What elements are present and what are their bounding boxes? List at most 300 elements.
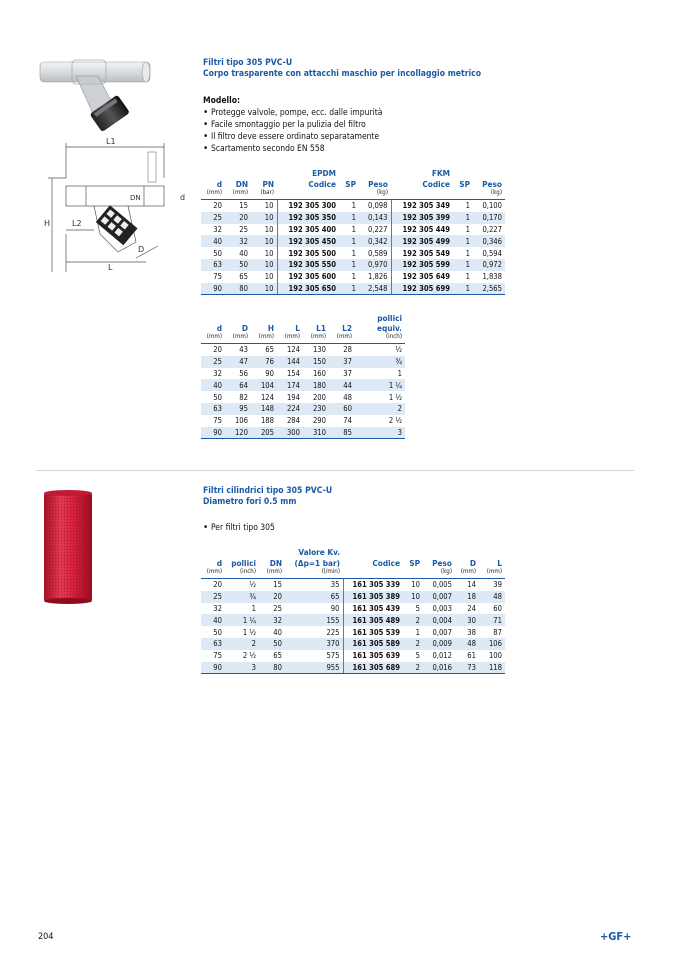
table-cell: 10 [411, 580, 420, 590]
table-row [201, 212, 505, 224]
table-cell: 192 305 500 [277, 247, 339, 259]
table-cell: 192 305 699 [391, 283, 453, 295]
table-row [201, 247, 505, 259]
column-header: d [216, 179, 222, 189]
table-cell: 25 [201, 212, 225, 224]
cylindrical-filter-table [201, 546, 505, 674]
table-cell: 20 [259, 591, 285, 603]
table-cell: 0,003 [432, 603, 452, 613]
column-header: d [216, 558, 222, 568]
table-cell: 32 [259, 614, 285, 626]
table-cell: 0,009 [423, 638, 455, 650]
table-cell: 39 [493, 580, 502, 590]
table-cell: 40 [201, 614, 225, 626]
table-cell: 90 [201, 427, 225, 439]
table-cell: 64 [225, 379, 251, 391]
table-cell: 40 [239, 248, 248, 258]
column-header [201, 167, 225, 178]
table-cell: 225 [326, 627, 340, 637]
unit-label: (mm) [225, 189, 251, 200]
column-header: Peso [482, 179, 502, 189]
table-cell: 1 ½ [242, 627, 256, 637]
table-row [201, 415, 405, 427]
table-cell: 161 305 439 [343, 603, 403, 615]
table-cell: 48 [455, 638, 479, 650]
table-row [201, 391, 405, 403]
table-cell: 32 [213, 603, 222, 613]
table-cell: 75 [213, 416, 222, 426]
unit-label: (mm) [277, 333, 303, 344]
table-cell: 48 [479, 591, 505, 603]
column-header: pollici equiv. [377, 313, 402, 333]
valve-photo [36, 54, 156, 132]
section1-bullet-list [203, 107, 643, 155]
column-header: Peso [368, 179, 388, 189]
table-cell: 192 305 550 [277, 259, 339, 271]
drawing-label-d-big: D [138, 245, 145, 254]
table-cell: 1 [351, 224, 356, 234]
unit-label: (mm) [329, 333, 355, 344]
table-row [201, 235, 505, 247]
table-cell: 5 [415, 651, 420, 661]
table-cell: 0,589 [367, 248, 388, 258]
table-cell: 0,007 [432, 627, 452, 637]
table-cell: 75 [213, 272, 222, 282]
column-header: L1 [316, 323, 326, 333]
section2-title: Filtri cilindrici tipo 305 PVC-U [203, 486, 333, 496]
column-header: H [267, 323, 274, 333]
table-cell: 20 [225, 212, 251, 224]
section2-subtitle: Diametro fori 0.5 mm [203, 497, 297, 507]
table-cell: 28 [343, 345, 352, 355]
table-cell: 0,346 [473, 235, 505, 247]
table-cell: 0,227 [482, 224, 502, 234]
table-cell: 80 [259, 662, 285, 674]
column-header: pollici [231, 558, 256, 568]
table-cell: 230 [303, 403, 329, 415]
table-cell: 2 [403, 638, 423, 650]
table-cell: 63 [201, 259, 225, 271]
unit-label: (inch) [225, 568, 259, 579]
table-cell: 2 [403, 662, 423, 674]
gf-logo: +GF+ [600, 930, 632, 943]
table-cell: 154 [286, 368, 300, 378]
drawing-label-d-small: d [180, 193, 186, 202]
table-cell: 15 [239, 201, 248, 211]
table-cell: 32 [213, 224, 222, 234]
table-cell: 192 305 450 [277, 235, 339, 247]
table-cell: 1 [415, 627, 420, 637]
table-cell: 65 [239, 272, 248, 282]
table-cell: 15 [273, 580, 282, 590]
table-cell: 5 [415, 603, 420, 613]
table-cell: 192 305 399 [391, 212, 453, 224]
table-cell: 73 [455, 662, 479, 674]
table-cell: 32 [213, 368, 222, 378]
column-header [453, 167, 473, 178]
table-cell: 200 [312, 392, 326, 402]
unit-label: (mm) [201, 333, 225, 344]
table-row [201, 591, 505, 603]
table-cell: 124 [286, 345, 300, 355]
table-cell: 150 [303, 356, 329, 368]
table-cell: ¾ [355, 356, 405, 368]
unit-label: (mm) [225, 333, 251, 344]
unit-label: (kg) [473, 189, 505, 200]
list-item: • Facile smontaggio per la pulizia del filtro [203, 119, 643, 131]
column-header [473, 167, 505, 178]
table-cell: ½ [249, 580, 256, 590]
section1-title: Filtri tipo 305 PVC-U [203, 58, 293, 68]
table-cell: 188 [260, 416, 274, 426]
table-row [201, 579, 505, 591]
table-cell: 2,565 [473, 283, 505, 295]
table-row [201, 662, 505, 674]
table-cell: 2 ½ [242, 651, 256, 661]
table-cell: 20 [213, 580, 222, 590]
table-row [201, 200, 505, 212]
table-cell: 1 [465, 224, 470, 234]
table-cell: 1 [251, 603, 256, 613]
column-header [423, 546, 455, 557]
column-header: SP [409, 558, 420, 568]
table-cell: 10 [403, 591, 423, 603]
table-cell: 1 [465, 248, 470, 258]
column-header: DN [269, 558, 282, 568]
table-cell: 160 [312, 368, 326, 378]
unit-label: (inch) [355, 333, 405, 344]
table-cell: 50 [259, 638, 285, 650]
unit-label [339, 189, 359, 200]
table-cell: 1 [465, 201, 470, 211]
table-cell: 1 [397, 368, 402, 378]
table-row [201, 283, 505, 295]
table-cell: 90 [201, 283, 225, 295]
table-cell: 161 305 389 [343, 591, 403, 603]
unit-label: (mm) [455, 568, 479, 579]
unit-label: (mm) [201, 568, 225, 579]
table-cell: 20 [213, 345, 222, 355]
table-cell: 2 [403, 614, 423, 626]
table-cell: 1,826 [367, 272, 388, 282]
table-cell: 60 [493, 603, 502, 613]
column-header: (Δp=1 bar) [294, 558, 340, 568]
table-row [201, 379, 405, 391]
table-cell: 95 [225, 403, 251, 415]
table-cell: 0,004 [423, 614, 455, 626]
table-cell: 50 [225, 259, 251, 271]
table-cell: 192 305 499 [391, 235, 453, 247]
table-cell: 1 [453, 259, 473, 271]
table-cell: 71 [479, 614, 505, 626]
column-header [339, 167, 359, 178]
column-header [251, 167, 277, 178]
column-header: D [469, 558, 476, 568]
table-cell: 2 ½ [388, 416, 402, 426]
table-cell: 161 305 339 [343, 579, 403, 591]
table-cell: 2 [355, 403, 405, 415]
table-cell: 106 [479, 638, 505, 650]
drawing-label-l2: L2 [72, 219, 82, 228]
table-cell: 192 305 599 [391, 259, 453, 271]
table-cell: 10 [251, 259, 277, 271]
unit-label: (l/min) [285, 568, 343, 579]
valve-dimensions-table [201, 313, 405, 439]
list-item: • Protegge valvole, pompe, ecc. dalle impurità [203, 107, 643, 119]
table-cell: 1 [339, 212, 359, 224]
table-cell: 0,005 [432, 580, 452, 590]
unit-label: (bar) [251, 189, 277, 200]
column-header: DN [235, 179, 248, 189]
column-header [403, 546, 423, 557]
table-cell: 18 [455, 591, 479, 603]
table-cell: 24 [467, 603, 476, 613]
table-cell: 106 [234, 416, 248, 426]
column-header [225, 546, 259, 557]
table-cell: 192 305 650 [277, 283, 339, 295]
table-cell: 0,016 [423, 662, 455, 674]
table-row [201, 614, 505, 626]
table-cell: 300 [277, 427, 303, 439]
table-cell: 1 [339, 235, 359, 247]
table-cell: 1 ½ [388, 392, 402, 402]
table-row [201, 626, 505, 638]
table-cell: 310 [303, 427, 329, 439]
table-cell: 0,012 [432, 651, 452, 661]
table-cell: 192 305 349 [391, 200, 453, 212]
column-header: L [497, 558, 502, 568]
column-header [479, 546, 505, 557]
table-cell: 65 [265, 345, 274, 355]
table-row [201, 224, 505, 236]
table-cell: 194 [286, 392, 300, 402]
drawing-label-dn: DN [130, 194, 141, 202]
table-cell: 0,170 [473, 212, 505, 224]
column-header: EPDM [312, 168, 336, 178]
table-cell: 82 [239, 392, 248, 402]
table-cell: 56 [239, 368, 248, 378]
table-cell: 80 [225, 283, 251, 295]
table-cell: 3 [355, 427, 405, 439]
table-cell: 155 [285, 614, 343, 626]
table-cell: 40 [201, 235, 225, 247]
table-cell: 192 305 649 [391, 271, 453, 283]
table-cell: ½ [395, 345, 402, 355]
table-cell: 130 [312, 345, 326, 355]
table-cell: 1 [465, 272, 470, 282]
table-cell: 0,227 [367, 224, 388, 234]
table-cell: 0,970 [359, 259, 391, 271]
table-cell: 43 [239, 345, 248, 355]
table-cell: 74 [343, 416, 352, 426]
table-cell: 118 [479, 662, 505, 674]
unit-label: (mm) [303, 333, 329, 344]
table-cell: 1,838 [482, 272, 502, 282]
column-header: SP [345, 179, 356, 189]
table-cell: 2,548 [359, 283, 391, 295]
table-cell: 224 [277, 403, 303, 415]
column-header: d [216, 323, 222, 333]
table-cell: 120 [225, 427, 251, 439]
section2-bullet-list [203, 522, 643, 534]
column-header: SP [459, 179, 470, 189]
table-cell: ¾ [225, 591, 259, 603]
table-cell: 20 [213, 201, 222, 211]
valve-codes-table [201, 167, 505, 295]
table-cell: 10 [264, 248, 274, 258]
table-cell: 192 305 549 [391, 247, 453, 259]
table-row [201, 356, 405, 368]
table-cell: 50 [213, 627, 222, 637]
table-cell: 290 [312, 416, 326, 426]
table-cell: 60 [329, 403, 355, 415]
column-header: L [295, 323, 300, 333]
model-label: Modello: [203, 96, 241, 106]
unit-label: (kg) [359, 189, 391, 200]
table-cell: 50 [213, 392, 222, 402]
column-header: Codice [308, 179, 336, 189]
table-cell: 144 [277, 356, 303, 368]
table-cell: 161 305 589 [343, 638, 403, 650]
table-cell: 1 [339, 259, 359, 271]
unit-label [403, 568, 423, 579]
table-cell: 61 [467, 651, 476, 661]
table-cell: 0,143 [359, 212, 391, 224]
table-cell: 48 [343, 392, 352, 402]
table-cell: 0,342 [359, 235, 391, 247]
table-cell: 37 [329, 356, 355, 368]
column-header [201, 546, 225, 557]
table-row [201, 259, 505, 271]
table-cell: 47 [225, 356, 251, 368]
table-cell: 90 [201, 662, 225, 674]
table-cell: 192 305 400 [277, 224, 339, 236]
table-cell: 104 [251, 379, 277, 391]
table-cell: 1 [351, 272, 356, 282]
page-number: 204 [38, 932, 54, 942]
table-row [201, 427, 405, 439]
table-cell: 63 [201, 403, 225, 415]
table-cell: 192 305 449 [391, 224, 453, 236]
column-header: PN [262, 179, 274, 189]
table-cell: 575 [326, 651, 340, 661]
column-header: Codice [422, 179, 450, 189]
table-cell: 32 [225, 235, 251, 247]
unit-label: (mm) [259, 568, 285, 579]
table-cell: 85 [329, 427, 355, 439]
valve-technical-drawing [40, 134, 192, 280]
table-cell: 75 [213, 651, 222, 661]
table-cell: 180 [303, 379, 329, 391]
drawing-label-h: H [44, 219, 51, 228]
unit-label [343, 568, 403, 579]
table-cell: 10 [251, 212, 277, 224]
column-header [259, 546, 285, 557]
column-header: Valore Kv. [298, 547, 340, 557]
drawing-label-l1: L1 [106, 137, 116, 146]
column-header: FKM [431, 168, 450, 178]
table-row [201, 368, 405, 380]
drawing-label-l: L [108, 263, 113, 272]
table-cell: 50 [213, 248, 222, 258]
unit-label: (mm) [251, 333, 277, 344]
table-cell: 1 ¼ [225, 614, 259, 626]
table-cell: 38 [467, 627, 476, 637]
table-cell: 955 [285, 662, 343, 674]
table-cell: 44 [329, 379, 355, 391]
table-cell: 205 [251, 427, 277, 439]
table-cell: 0,972 [473, 259, 505, 271]
table-cell: 10 [264, 224, 274, 234]
table-cell: 40 [201, 379, 225, 391]
table-cell: 124 [260, 392, 274, 402]
table-cell: 0,100 [482, 201, 502, 211]
table-row [201, 344, 405, 356]
column-header [359, 167, 391, 178]
table-cell: 1 [453, 212, 473, 224]
table-row [201, 650, 505, 662]
unit-label [277, 189, 339, 200]
table-cell: 10 [264, 201, 274, 211]
section1-subtitle: Corpo trasparente con attacchi maschio per incollaggio metrico [203, 69, 482, 79]
column-header: L2 [342, 323, 352, 333]
unit-label: (kg) [423, 568, 455, 579]
table-cell: 30 [455, 614, 479, 626]
table-cell: 1 [453, 283, 473, 295]
table-cell: 370 [285, 638, 343, 650]
table-cell: 0,007 [423, 591, 455, 603]
table-cell: 25 [201, 356, 225, 368]
unit-label [453, 189, 473, 200]
table-cell: 284 [286, 416, 300, 426]
column-header [225, 167, 251, 178]
table-cell: 90 [330, 603, 340, 613]
table-cell: 25 [273, 603, 282, 613]
section-divider [36, 470, 634, 471]
unit-label: (mm) [201, 189, 225, 200]
column-header [343, 546, 403, 557]
table-cell: 65 [285, 591, 343, 603]
table-cell: 40 [273, 627, 282, 637]
table-cell: 1 [351, 248, 356, 258]
table-cell: 87 [493, 627, 502, 637]
table-cell: 10 [251, 235, 277, 247]
column-header [455, 546, 479, 557]
table-cell: 192 305 350 [277, 212, 339, 224]
column-header: Codice [372, 558, 400, 568]
table-cell: 161 305 689 [343, 662, 403, 674]
column-header: D [241, 323, 248, 333]
table-cell: 1 [453, 235, 473, 247]
table-cell: 148 [251, 403, 277, 415]
list-item: • Per filtri tipo 305 [203, 522, 643, 534]
table-cell: 192 305 300 [277, 200, 339, 212]
table-cell: 174 [277, 379, 303, 391]
column-header: Peso [432, 558, 452, 568]
table-cell: 90 [265, 368, 274, 378]
unit-label: (mm) [479, 568, 505, 579]
table-cell: 76 [251, 356, 277, 368]
table-cell: 35 [330, 580, 340, 590]
table-cell: 25 [239, 224, 248, 234]
table-row [201, 638, 505, 650]
table-cell: 3 [225, 662, 259, 674]
table-cell: 0,594 [482, 248, 502, 258]
cylindrical-filter-photo [42, 488, 94, 606]
table-cell: 65 [273, 651, 282, 661]
table-cell: 0,098 [367, 201, 388, 211]
table-cell: 63 [201, 638, 225, 650]
